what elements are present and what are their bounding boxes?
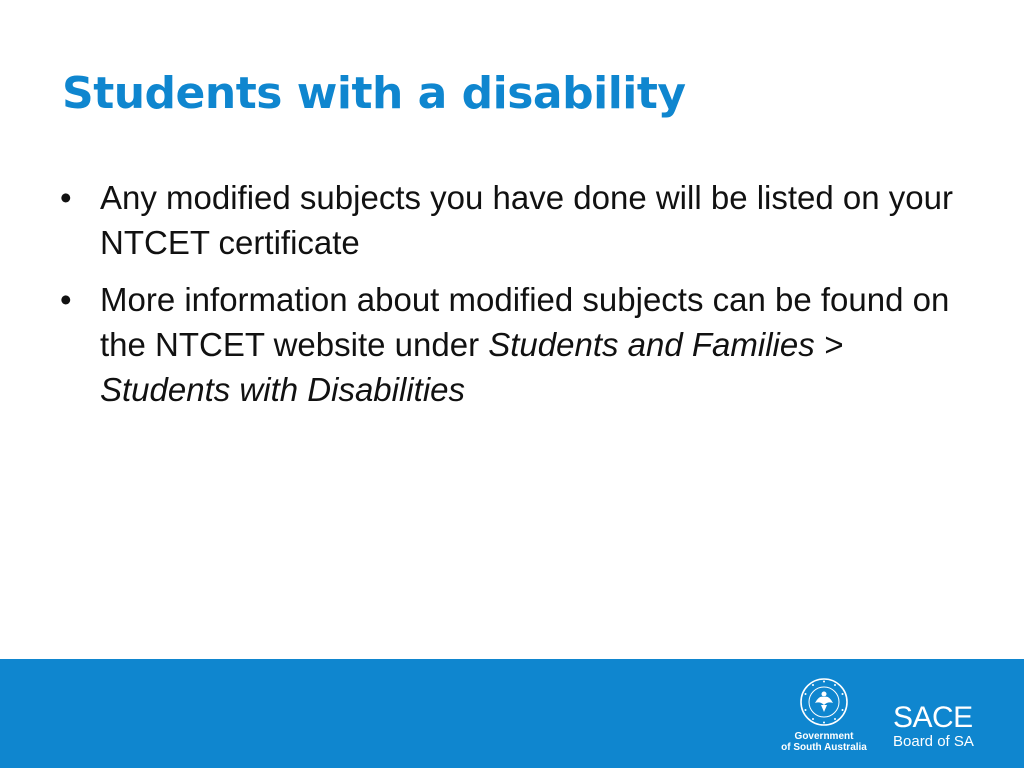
bullet-text: Any modified subjects you have done will be listed on your NTCET certificate: [100, 179, 953, 261]
slide-title: Students with a disability: [62, 68, 686, 119]
bullet-item: [60, 277, 980, 412]
bullet-text: More information about modified subjects can be found on the NTCET website under: [100, 281, 950, 363]
gov-logo-line-1: Government: [794, 731, 854, 742]
sace-board-logo: [893, 703, 974, 751]
sace-logo-subtitle: Board of SA: [893, 733, 974, 750]
piping-shrike-seal-icon: [799, 677, 849, 727]
bullet-list: [60, 175, 980, 424]
bullet-marker: •: [60, 281, 72, 318]
navigation-path: Students and Families > Students with Disabilities: [100, 326, 844, 408]
footer-bar: [0, 659, 1024, 768]
bullet-item: [60, 175, 980, 265]
gov-logo-line-2: of South Australia: [781, 742, 867, 753]
bullet-marker: •: [60, 179, 72, 216]
government-of-south-australia-logo: [772, 677, 876, 753]
sace-logo-name: SACE: [893, 701, 973, 734]
